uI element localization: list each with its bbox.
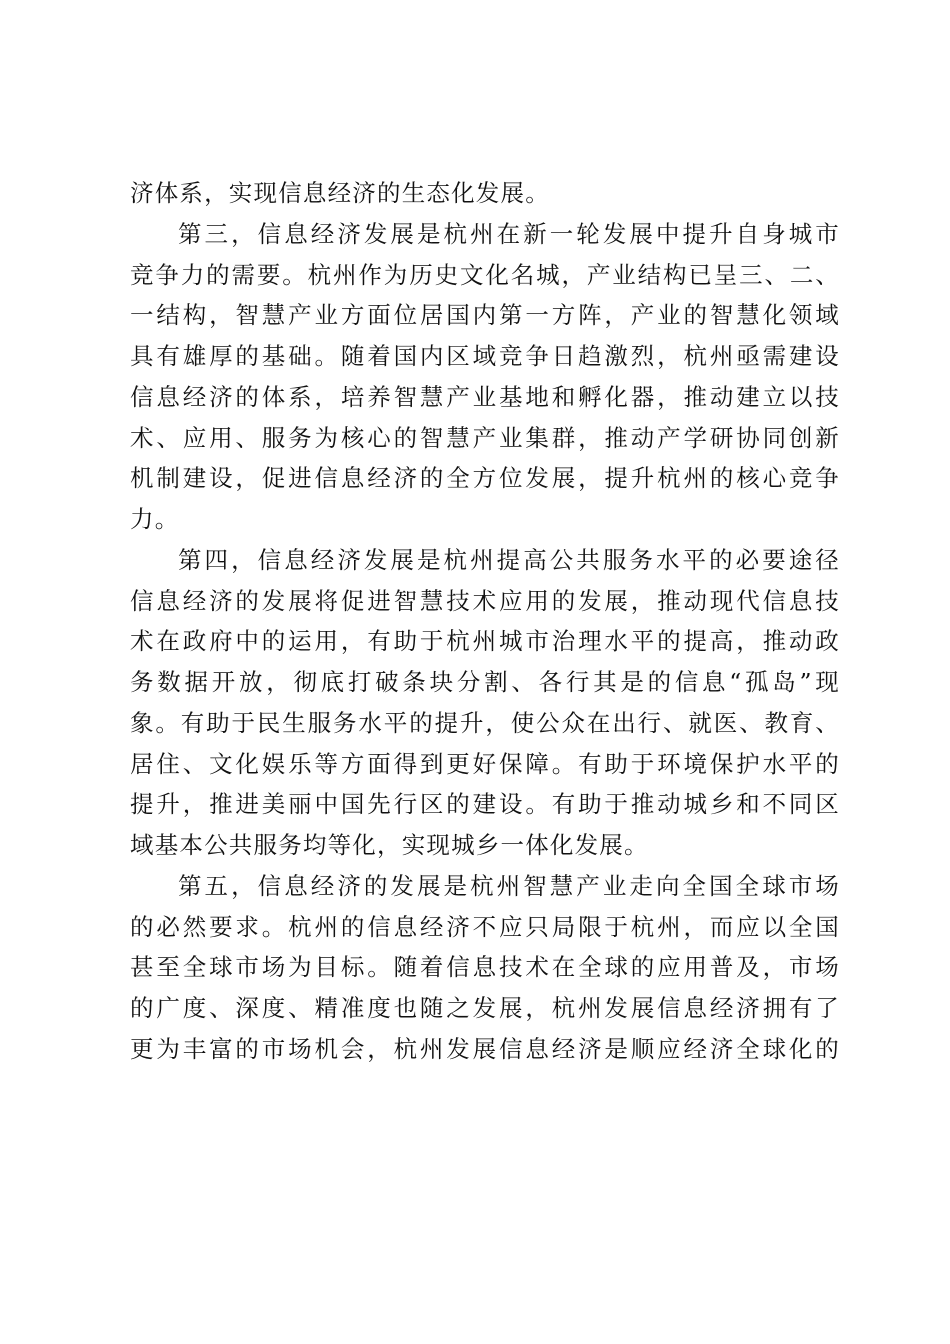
text-line: 第五，信息经济的发展是杭州智慧产业走向全国全球市场: [178, 871, 840, 900]
text-line: 济体系，实现信息经济的生态化发展。: [130, 179, 550, 207]
text-line: 竞争力的需要。杭州作为历史文化名城，产业结构已呈三、二、: [130, 260, 840, 289]
text-line: 具有雄厚的基础。随着国内区域竞争日趋激烈，杭州亟需建设: [130, 342, 840, 370]
text-line: 的必然要求。杭州的信息经济不应只局限于杭州，而应以全国: [130, 912, 840, 941]
text-line: 甚至全球市场为目标。随着信息技术在全球的应用普及，市场: [130, 953, 840, 982]
text-line: 第三，信息经济发展是杭州在新一轮发展中提升自身城市: [178, 219, 840, 248]
text-line: 更为丰富的市场机会，杭州发展信息经济是顺应经济全球化的: [130, 1034, 840, 1063]
text-line: 象。有助于民生服务水平的提升，使公众在出行、就医、教育、: [130, 708, 840, 737]
text-line: 域基本公共服务均等化，实现城乡一体化发展。: [130, 831, 649, 859]
document-body: [130, 173, 840, 1070]
text-line: 力。: [130, 505, 180, 533]
paragraph-third: [130, 214, 840, 540]
text-line: 术在政府中的运用，有助于杭州城市治理水平的提高，推动政: [130, 627, 840, 656]
text-line: 机制建设，促进信息经济的全方位发展，提升杭州的核心竞争: [130, 464, 840, 493]
paragraph-fourth: [130, 540, 840, 866]
text-line: 信息经济的发展将促进智慧技术应用的发展，推动现代信息技: [130, 586, 840, 615]
text-line: 居住、文化娱乐等方面得到更好保障。有助于环境保护水平的: [130, 749, 840, 778]
text-line: 信息经济的体系，培养智慧产业基地和孵化器，推动建立以技: [130, 382, 840, 411]
text-line: 的广度、深度、精准度也随之发展，杭州发展信息经济拥有了: [130, 994, 840, 1022]
text-line: 术、应用、服务为核心的智慧产业集群，推动产学研协同创新: [130, 423, 840, 452]
text-line: 务数据开放，彻底打破条块分割、各行其是的信息“孤岛”现: [130, 668, 840, 696]
paragraph-fifth: [130, 866, 840, 1070]
text-line: 第四，信息经济发展是杭州提高公共服务水平的必要途径: [178, 545, 840, 574]
paragraph-continuation: [130, 173, 840, 214]
text-line: 提升，推进美丽中国先行区的建设。有助于推动城乡和不同区: [130, 790, 840, 819]
text-line: 一结构，智慧产业方面位居国内第一方阵，产业的智慧化领域: [130, 301, 840, 330]
